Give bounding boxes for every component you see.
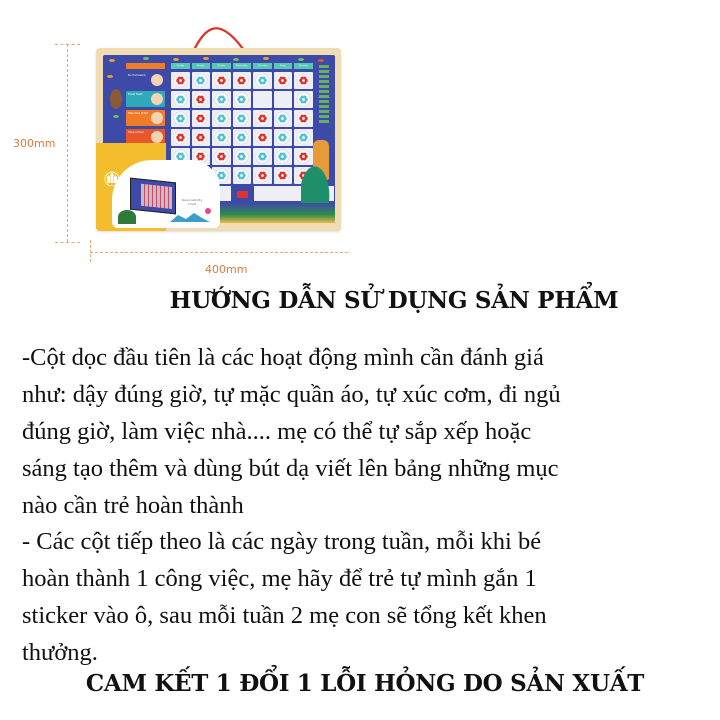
grid-cell — [274, 148, 293, 165]
grid-cell — [274, 167, 293, 184]
grid-cell — [294, 72, 313, 89]
day-header-friday: Friday — [274, 63, 293, 69]
grid-cell — [253, 110, 272, 127]
red-flower-sticker-icon — [297, 74, 310, 87]
castle-logo-icon — [104, 170, 120, 186]
red-flower-sticker-icon — [215, 74, 228, 87]
grid-cell — [192, 110, 211, 127]
grid-cell — [233, 72, 252, 89]
blue-flower-sticker-icon — [235, 150, 248, 163]
guarantee-banner: CAM KẾT 1 ĐỔI 1 LỖI HỎNG DO SẢN XUẤT — [85, 670, 645, 697]
monkey-illustration — [110, 89, 122, 109]
blue-flower-sticker-icon — [297, 131, 310, 144]
instructions-title: HƯỚNG DẪN SỬ DỤNG SẢN PHẨM — [169, 287, 619, 314]
red-flower-sticker-icon — [194, 131, 207, 144]
blue-flower-sticker-icon — [235, 131, 248, 144]
red-flower-sticker-icon — [276, 169, 289, 182]
blue-flower-sticker-icon — [174, 93, 187, 106]
day-header-row — [171, 63, 313, 69]
width-dimension-line — [90, 252, 348, 253]
grid-cell — [253, 91, 272, 108]
text-line: thưởng. — [22, 639, 98, 666]
day-header-thursday: Thursday — [253, 63, 272, 69]
text-line: như: dậy đúng giờ, tự mặc quần áo, tự xúc cơm, đi ngủ — [22, 381, 561, 408]
task-label: Brush Teeth — [126, 91, 165, 107]
dimension-line — [55, 242, 80, 243]
width-label: 400mm — [205, 263, 248, 276]
grid-cell — [212, 110, 231, 127]
blue-flower-sticker-icon — [256, 74, 269, 87]
blue-flower-sticker-icon — [276, 112, 289, 125]
grid-cell — [233, 110, 252, 127]
blue-flower-sticker-icon — [235, 93, 248, 106]
blue-flower-sticker-icon — [215, 112, 228, 125]
task-label: Have a Meal — [126, 129, 165, 145]
grid-cell — [253, 72, 272, 89]
grid-cell — [233, 91, 252, 108]
grid-cell — [171, 72, 190, 89]
task-illustration-icon — [151, 74, 163, 86]
package-product-photo — [130, 178, 176, 215]
grid-cell — [212, 72, 231, 89]
dimension-line — [90, 240, 91, 262]
grid-cell — [192, 129, 211, 146]
grid-cell — [274, 91, 293, 108]
grid-cell — [233, 148, 252, 165]
blue-flower-sticker-icon — [235, 169, 248, 182]
blue-flower-sticker-icon — [215, 93, 228, 106]
red-flower-sticker-icon — [215, 150, 228, 163]
grid-cell — [233, 167, 252, 184]
title-tab — [126, 63, 165, 69]
red-flower-sticker-icon — [256, 112, 269, 125]
blue-flower-sticker-icon — [174, 112, 187, 125]
text-line: hoàn thành 1 công việc, mẹ hãy để trẻ tự mình gắn 1 — [22, 565, 537, 592]
red-flower-sticker-icon — [297, 112, 310, 125]
grid-cell — [192, 91, 211, 108]
grid-cell — [274, 110, 293, 127]
blue-flower-sticker-icon — [276, 150, 289, 163]
task-illustration-icon — [151, 131, 163, 143]
product-image — [0, 0, 720, 285]
day-header-tuesday: Tuesday — [212, 63, 231, 69]
task-illustration-icon — [151, 93, 163, 105]
blue-flower-sticker-icon — [297, 93, 310, 106]
day-header-sunday: Sunday — [171, 63, 190, 69]
grid-cell — [171, 129, 190, 146]
grid-cell — [233, 129, 252, 146]
instructions-paragraph-1 — [22, 339, 712, 524]
day-header-wednesday: Wednesday — [233, 63, 252, 69]
grid-cell — [253, 148, 272, 165]
red-flower-sticker-icon — [174, 131, 187, 144]
grid-cell — [212, 148, 231, 165]
grid-cell — [253, 129, 272, 146]
day-header-saturday: Saturday — [294, 63, 313, 69]
red-flower-sticker-icon — [276, 74, 289, 87]
package-label: Responsibility Chart — [181, 198, 203, 206]
grid-cell — [294, 110, 313, 127]
red-flower-sticker-icon — [235, 74, 248, 87]
day-header-monday: Monday — [192, 63, 211, 69]
blue-flower-sticker-icon — [276, 131, 289, 144]
task-illustration-icon — [151, 112, 163, 124]
red-flower-sticker-icon — [256, 169, 269, 182]
text-line: sticker vào ô, sau mỗi tuần 2 mẹ con sẽ tổng kết khen — [22, 602, 547, 629]
plant-illustration — [118, 210, 136, 224]
red-flower-sticker-icon — [256, 131, 269, 144]
grid-cell — [171, 110, 190, 127]
grid-cell — [212, 129, 231, 146]
red-flower-sticker-icon — [194, 112, 207, 125]
red-flower-sticker-icon — [174, 74, 187, 87]
blue-flower-sticker-icon — [235, 112, 248, 125]
grid-cell — [274, 72, 293, 89]
text-line: sáng tạo thêm và dùng bút dạ viết lên bảng những mục — [22, 455, 559, 482]
text-line: -Cột dọc đầu tiên là các hoạt động mình cần đánh giá — [22, 344, 544, 371]
grid-cell — [253, 167, 272, 184]
blue-flower-sticker-icon — [215, 131, 228, 144]
text-line: - Các cột tiếp theo là các ngày trong tuần, mỗi khi bé — [22, 528, 542, 555]
task-label: Take Care of Pet — [126, 110, 165, 126]
height-label: 300mm — [13, 137, 56, 150]
flower-illustration — [205, 208, 211, 214]
grid-cell — [274, 129, 293, 146]
grid-cell — [192, 72, 211, 89]
grid-cell — [294, 91, 313, 108]
text-line: đúng giờ, làm việc nhà.... mẹ có thể tự sắp xếp hoặc — [22, 418, 532, 445]
grid-cell — [171, 91, 190, 108]
blue-flower-sticker-icon — [194, 74, 207, 87]
text-line: nào cần trẻ hoàn thành — [22, 492, 244, 519]
reward-cell — [233, 186, 252, 201]
task-label: Do Homework — [126, 72, 165, 88]
red-flower-sticker-icon — [194, 93, 207, 106]
grid-cell — [212, 91, 231, 108]
vine-decoration — [319, 65, 329, 125]
grid-cell — [294, 129, 313, 146]
instructions-paragraph-2 — [22, 523, 712, 671]
height-dimension-line — [67, 44, 68, 242]
blue-flower-sticker-icon — [256, 150, 269, 163]
